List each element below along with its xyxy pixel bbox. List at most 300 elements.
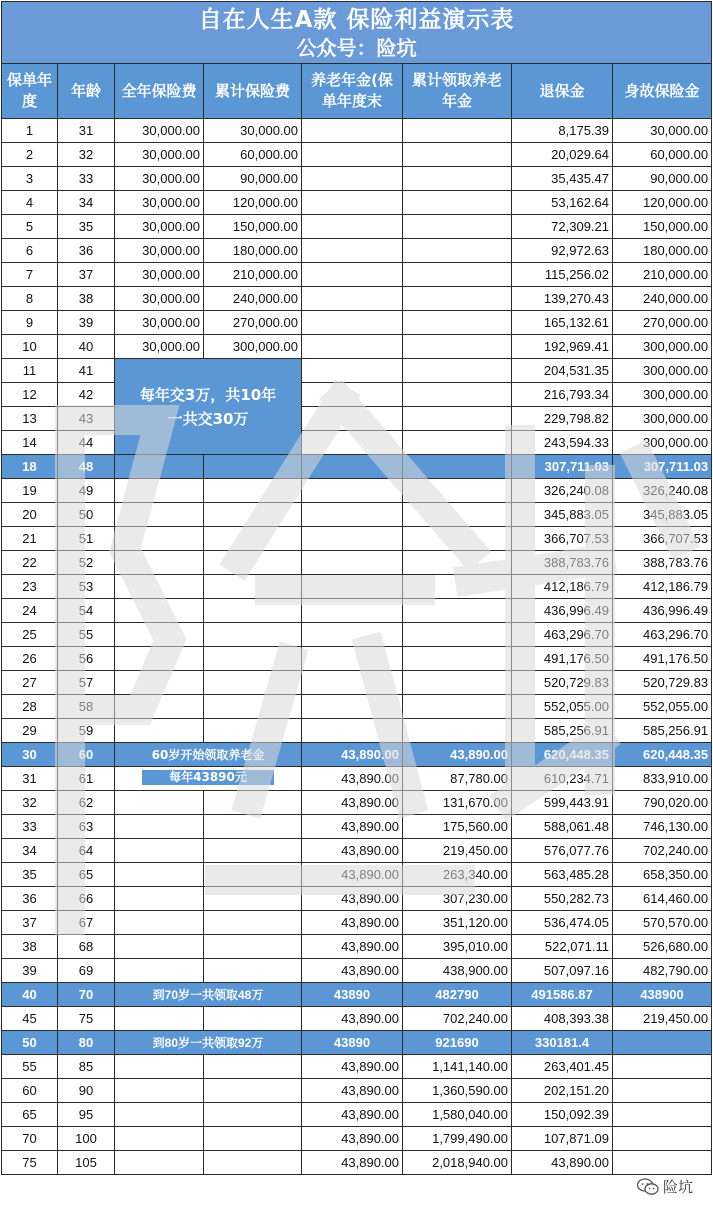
table-title [2,2,712,64]
cell-annual-premium [115,935,204,959]
cell-death-benefit: 326,240.08 [613,479,712,503]
cell-annual-premium [115,503,204,527]
cell-annuity: 43,890.00 [302,935,403,959]
cell-age: 65 [58,863,115,887]
cell-cumulative-annuity: 175,560.00 [403,815,512,839]
cell-annuity [302,359,403,383]
cell-death-benefit: 300,000.00 [613,335,712,359]
note-start-line: 每年43890元 [142,770,274,785]
cell-cumulative-premium [204,671,302,695]
cell-age: 90 [58,1079,115,1103]
cell-surrender-value: 53,162.64 [512,191,613,215]
cell-cumulative-premium: 210,000.00 [204,263,302,287]
table-row [2,647,712,671]
header-annuity: 养老年金(保单年度末 [302,64,403,119]
cell-cumulative-annuity: 131,670.00 [403,791,512,815]
cell-death-benefit: 90,000.00 [613,167,712,191]
cell-cumulative-premium [204,695,302,719]
cell-cumulative-annuity: 351,120.00 [403,911,512,935]
cell-annuity [302,623,403,647]
cell-annual-premium [115,1079,204,1103]
cell-annuity: 43,890.00 [302,839,403,863]
title-row [2,2,712,64]
cell-annual-premium: 30,000.00 [115,311,204,335]
cell-surrender-value: 412,186.79 [512,575,613,599]
cell-cumulative-premium: 60,000.00 [204,143,302,167]
cell-cumulative-premium [204,1007,302,1031]
cell-annual-premium: 30,000.00 [115,191,204,215]
cell-cumulative-annuity: 1,360,590.00 [403,1079,512,1103]
cell-surrender-value: 588,061.48 [512,815,613,839]
cell-annual-premium [115,527,204,551]
cell-cumulative-premium [204,1103,302,1127]
cell-surrender-value: 165,132.61 [512,311,613,335]
table-row [2,1151,712,1175]
header-cumulative-premium: 累计保险费 [204,64,302,119]
cell-cumulative-annuity: 219,450.00 [403,839,512,863]
cell-death-benefit: 702,240.00 [613,839,712,863]
cell-cumulative-premium [204,479,302,503]
cell-annuity: 43,890.00 [302,1007,403,1031]
table-row [2,1055,712,1079]
cell-age: 70 [58,983,115,1007]
cell-cumulative-premium [204,527,302,551]
cell-death-benefit [613,1031,712,1055]
cell-death-benefit: 219,450.00 [613,1007,712,1031]
cell-policy-year: 50 [2,1031,58,1055]
cell-annuity [302,143,403,167]
cell-policy-year: 5 [2,215,58,239]
cell-policy-year: 36 [2,887,58,911]
cell-cumulative-premium [204,719,302,743]
cell-annuity: 43,890.00 [302,1127,403,1151]
table-row [2,191,712,215]
cell-death-benefit [613,1127,712,1151]
cell-surrender-value: 72,309.21 [512,215,613,239]
cell-cumulative-annuity [403,647,512,671]
cell-policy-year: 26 [2,647,58,671]
cell-surrender-value: 8,175.39 [512,119,613,143]
cell-cumulative-premium [204,575,302,599]
cell-policy-year: 34 [2,839,58,863]
cell-annual-premium: 30,000.00 [115,263,204,287]
cell-annuity: 43,890.00 [302,1079,403,1103]
cell-policy-year: 29 [2,719,58,743]
cell-cumulative-premium [204,599,302,623]
title-main: 自在人生A款 保险利益演示表 [198,6,515,33]
cell-annuity: 43,890.00 [302,887,403,911]
cell-surrender-value: 345,883.05 [512,503,613,527]
cell-death-benefit: 491,176.50 [613,647,712,671]
cell-annuity [302,335,403,359]
cell-surrender-value: 520,729.83 [512,671,613,695]
cell-cumulative-premium: 90,000.00 [204,167,302,191]
cell-death-benefit: 120,000.00 [613,191,712,215]
table-row [2,863,712,887]
cell-age: 39 [58,311,115,335]
cell-policy-year: 24 [2,599,58,623]
benefit-table [1,1,712,1175]
cell-policy-year: 3 [2,167,58,191]
cell-surrender-value: 35,435.47 [512,167,613,191]
cell-age: 66 [58,887,115,911]
cell-annuity [302,455,403,479]
cell-annual-premium [115,647,204,671]
cell-cumulative-premium: 150,000.00 [204,215,302,239]
table-row [2,479,712,503]
table-row [2,935,712,959]
cell-cumulative-annuity [403,623,512,647]
cell-cumulative-annuity: 482790 [403,983,512,1007]
table-row [2,839,712,863]
cell-age: 85 [58,1055,115,1079]
cell-age: 36 [58,239,115,263]
cell-surrender-value: 536,474.05 [512,911,613,935]
cell-annual-premium [115,455,204,479]
cell-age: 32 [58,143,115,167]
cell-annuity [302,479,403,503]
cell-cumulative-annuity [403,455,512,479]
cell-annuity: 43,890.00 [302,1055,403,1079]
cell-annuity [302,647,403,671]
cell-age: 53 [58,575,115,599]
cell-death-benefit: 60,000.00 [613,143,712,167]
table-row [2,983,712,1007]
cell-policy-year: 23 [2,575,58,599]
cell-surrender-value: 436,996.49 [512,599,613,623]
cell-cumulative-premium [204,503,302,527]
cell-annuity: 43,890.00 [302,1103,403,1127]
cell-policy-year: 22 [2,551,58,575]
cell-death-benefit [613,1055,712,1079]
cell-age: 105 [58,1151,115,1175]
cell-annuity [302,575,403,599]
cell-cumulative-premium [204,935,302,959]
cell-death-benefit: 614,460.00 [613,887,712,911]
table-row [2,1079,712,1103]
cell-annuity [302,191,403,215]
cell-policy-year: 4 [2,191,58,215]
cell-annuity [302,599,403,623]
cell-policy-year: 11 [2,359,58,383]
note-premium-line: 一共交30万 [167,409,249,428]
cell-annuity [302,239,403,263]
cell-annual-premium [115,791,204,815]
cell-age: 67 [58,911,115,935]
cell-annual-premium: 30,000.00 [115,143,204,167]
cell-annuity [302,431,403,455]
cell-annual-premium: 30,000.00 [115,335,204,359]
cell-age: 51 [58,527,115,551]
cell-annuity: 43,890.00 [302,815,403,839]
cell-surrender-value: 408,393.38 [512,1007,613,1031]
table-row [2,671,712,695]
cell-surrender-value: 202,151.20 [512,1079,613,1103]
cell-surrender-value: 366,707.53 [512,527,613,551]
cell-death-benefit: 270,000.00 [613,311,712,335]
note-age80: 到80岁一共领取92万 [115,1031,302,1055]
table-row [2,575,712,599]
cell-annual-premium [115,599,204,623]
cell-age: 50 [58,503,115,527]
cell-cumulative-annuity [403,527,512,551]
table-row [2,1127,712,1151]
table-row [2,359,712,383]
cell-policy-year: 9 [2,311,58,335]
table-row [2,167,712,191]
cell-cumulative-annuity: 263,340.00 [403,863,512,887]
cell-annuity: 43,890.00 [302,1151,403,1175]
title-sub: 公众号：险坑 [296,35,417,60]
cell-age: 35 [58,215,115,239]
cell-age: 31 [58,119,115,143]
cell-age: 40 [58,335,115,359]
cell-cumulative-annuity [403,479,512,503]
cell-annual-premium [115,623,204,647]
cell-cumulative-annuity: 395,010.00 [403,935,512,959]
cell-policy-year: 8 [2,287,58,311]
cell-cumulative-annuity [403,407,512,431]
cell-age: 43 [58,407,115,431]
cell-cumulative-annuity [403,143,512,167]
cell-death-benefit: 30,000.00 [613,119,712,143]
cell-annuity: 43,890.00 [302,959,403,983]
header-age: 年龄 [58,64,115,119]
cell-death-benefit: 300,000.00 [613,383,712,407]
cell-death-benefit: 180,000.00 [613,239,712,263]
cell-death-benefit: 345,883.05 [613,503,712,527]
wechat-label: 险坑 [662,1178,693,1196]
cell-death-benefit: 526,680.00 [613,935,712,959]
cell-annuity: 43890 [302,983,403,1007]
cell-cumulative-premium [204,1055,302,1079]
cell-cumulative-annuity: 43,890.00 [403,743,512,767]
cell-policy-year: 20 [2,503,58,527]
cell-cumulative-premium [204,839,302,863]
cell-annuity [302,719,403,743]
cell-cumulative-annuity [403,599,512,623]
cell-age: 62 [58,791,115,815]
cell-cumulative-premium: 30,000.00 [204,119,302,143]
cell-age: 60 [58,743,115,767]
table-row [2,623,712,647]
cell-annual-premium [115,839,204,863]
cell-surrender-value: 388,783.76 [512,551,613,575]
cell-annual-premium [115,575,204,599]
cell-annual-premium [115,1055,204,1079]
cell-policy-year: 19 [2,479,58,503]
cell-surrender-value: 620,448.35 [512,743,613,767]
cell-cumulative-annuity: 1,799,490.00 [403,1127,512,1151]
cell-surrender-value: 610,234.71 [512,767,613,791]
note-premium [115,359,302,455]
table-row [2,887,712,911]
cell-policy-year: 7 [2,263,58,287]
cell-annual-premium [115,1007,204,1031]
cell-death-benefit [613,1079,712,1103]
cell-cumulative-annuity: 307,230.00 [403,887,512,911]
table-row [2,959,712,983]
cell-cumulative-annuity [403,551,512,575]
cell-age: 59 [58,719,115,743]
cell-cumulative-premium [204,647,302,671]
cell-surrender-value: 563,485.28 [512,863,613,887]
cell-annuity [302,383,403,407]
cell-policy-year: 12 [2,383,58,407]
cell-age: 42 [58,383,115,407]
cell-policy-year: 25 [2,623,58,647]
cell-cumulative-annuity: 2,018,940.00 [403,1151,512,1175]
table-row [2,335,712,359]
cell-cumulative-premium [204,863,302,887]
table-row [2,911,712,935]
cell-age: 95 [58,1103,115,1127]
cell-annuity: 43890 [302,1031,403,1055]
cell-annuity [302,167,403,191]
header-surrender-value: 退保金 [512,64,613,119]
cell-policy-year: 1 [2,119,58,143]
cell-surrender-value: 576,077.76 [512,839,613,863]
cell-surrender-value: 43,890.00 [512,1151,613,1175]
cell-policy-year: 38 [2,935,58,959]
cell-cumulative-annuity [403,503,512,527]
cell-age: 75 [58,1007,115,1031]
header-annual-premium: 全年保险费 [115,64,204,119]
cell-cumulative-premium: 300,000.00 [204,335,302,359]
cell-cumulative-annuity [403,287,512,311]
cell-cumulative-premium [204,551,302,575]
cell-policy-year: 31 [2,767,58,791]
cell-death-benefit: 482,790.00 [613,959,712,983]
note-start-cell [115,767,302,791]
table-row [2,743,712,767]
table-row [2,1103,712,1127]
cell-annual-premium [115,479,204,503]
cell-age: 34 [58,191,115,215]
cell-age: 68 [58,935,115,959]
cell-cumulative-annuity: 87,780.00 [403,767,512,791]
cell-age: 63 [58,815,115,839]
cell-cumulative-premium [204,815,302,839]
cell-cumulative-annuity [403,671,512,695]
cell-death-benefit: 438900 [613,983,712,1007]
cell-annuity [302,263,403,287]
cell-policy-year: 13 [2,407,58,431]
header-cumulative-annuity: 累计领取养老年金 [403,64,512,119]
cell-surrender-value: 204,531.35 [512,359,613,383]
cell-age: 69 [58,959,115,983]
table-row [2,287,712,311]
cell-surrender-value: 330181.4 [512,1031,613,1055]
cell-annuity [302,551,403,575]
cell-age: 58 [58,695,115,719]
table-row [2,239,712,263]
cell-annual-premium [115,695,204,719]
cell-annuity: 43,890.00 [302,791,403,815]
table-row [2,719,712,743]
cell-cumulative-premium [204,791,302,815]
cell-annual-premium [115,911,204,935]
cell-policy-year: 55 [2,1055,58,1079]
cell-age: 56 [58,647,115,671]
cell-death-benefit: 658,350.00 [613,863,712,887]
cell-policy-year: 32 [2,791,58,815]
cell-policy-year: 45 [2,1007,58,1031]
cell-policy-year: 6 [2,239,58,263]
cell-cumulative-premium [204,1127,302,1151]
cell-surrender-value: 115,256.02 [512,263,613,287]
cell-cumulative-annuity [403,167,512,191]
header-row [2,64,712,119]
note-age70: 到70岁一共领取48万 [115,983,302,1007]
cell-death-benefit [613,1103,712,1127]
cell-annual-premium: 30,000.00 [115,215,204,239]
cell-annuity: 43,890.00 [302,743,403,767]
cell-policy-year: 2 [2,143,58,167]
cell-surrender-value: 307,711.03 [512,455,613,479]
cell-cumulative-premium [204,887,302,911]
cell-surrender-value: 139,270.43 [512,287,613,311]
cell-death-benefit: 307,711.03 [613,455,712,479]
table-row [2,599,712,623]
cell-annuity [302,287,403,311]
table-row [2,431,712,455]
cell-policy-year: 18 [2,455,58,479]
cell-surrender-value: 229,798.82 [512,407,613,431]
table-row [2,503,712,527]
cell-policy-year: 33 [2,815,58,839]
cell-annuity [302,215,403,239]
cell-policy-year: 14 [2,431,58,455]
cell-death-benefit: 552,055.00 [613,695,712,719]
cell-annual-premium [115,671,204,695]
cell-cumulative-premium: 120,000.00 [204,191,302,215]
cell-age: 37 [58,263,115,287]
cell-cumulative-premium [204,959,302,983]
cell-annual-premium [115,815,204,839]
cell-policy-year: 37 [2,911,58,935]
table-row [2,119,712,143]
cell-annual-premium [115,719,204,743]
table-row [2,455,712,479]
cell-policy-year: 28 [2,695,58,719]
cell-age: 100 [58,1127,115,1151]
cell-age: 61 [58,767,115,791]
table-row [2,407,712,431]
cell-age: 54 [58,599,115,623]
cell-cumulative-annuity [403,119,512,143]
table-row [2,311,712,335]
table-row [2,263,712,287]
cell-policy-year: 27 [2,671,58,695]
cell-cumulative-annuity [403,431,512,455]
cell-cumulative-annuity [403,383,512,407]
cell-cumulative-premium [204,455,302,479]
table-row [2,767,712,791]
cell-surrender-value: 491586.87 [512,983,613,1007]
cell-age: 80 [58,1031,115,1055]
cell-surrender-value: 150,092.39 [512,1103,613,1127]
cell-cumulative-annuity [403,575,512,599]
cell-annuity [302,407,403,431]
cell-death-benefit: 210,000.00 [613,263,712,287]
cell-age: 52 [58,551,115,575]
cell-annual-premium [115,959,204,983]
table-row [2,383,712,407]
cell-death-benefit: 790,020.00 [613,791,712,815]
table-row [2,1031,712,1055]
cell-death-benefit: 585,256.91 [613,719,712,743]
